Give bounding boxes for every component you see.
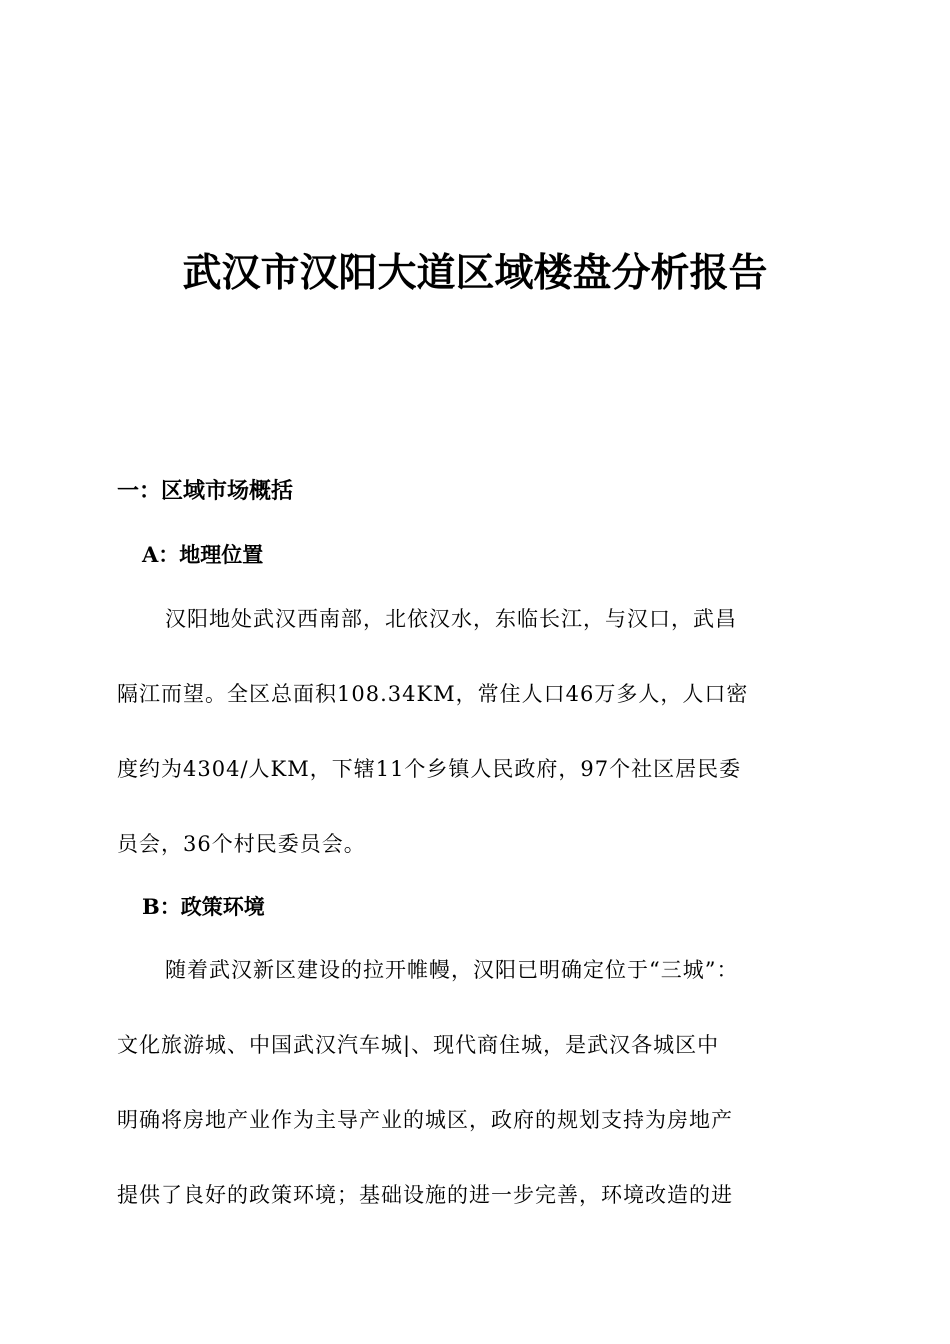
paragraph-geographic-location (117, 582, 857, 882)
subheading-policy-environment: B：政策环境 (142, 894, 265, 919)
paragraph-line: 文化旅游城、中国武汉汽车城|、现代商住城，是武汉各城区中 (117, 1033, 720, 1057)
paragraph-line: 汉阳地处武汉西南部，北依汉水，东临长江，与汉口，武昌 (165, 607, 737, 631)
section-heading-regional-market: 一：区域市场概括 (117, 479, 294, 504)
document-title: 武汉市汉阳大道区域楼盘分析报告 (182, 251, 768, 296)
paragraph-policy-environment (117, 933, 857, 1233)
subheading-geographic-location: A：地理位置 (142, 542, 264, 567)
paragraph-line: 员会，36个村民委员会。 (117, 832, 366, 856)
paragraph-line: 明确将房地产业作为主导产业的城区，政府的规划支持为房地产 (117, 1108, 733, 1132)
paragraph-line: 提供了良好的政策环境；基础设施的进一步完善，环境改造的进 (117, 1183, 733, 1207)
paragraph-line: 度约为4304/人KM，下辖11个乡镇人民政府，97个社区居民委 (117, 757, 742, 781)
paragraph-line: 隔江而望。全区总面积108.34KM，常住人口46万多人，人口密 (117, 682, 749, 706)
paragraph-line: 随着武汉新区建设的拉开帷幔，汉阳已明确定位于“三城”： (165, 958, 739, 982)
